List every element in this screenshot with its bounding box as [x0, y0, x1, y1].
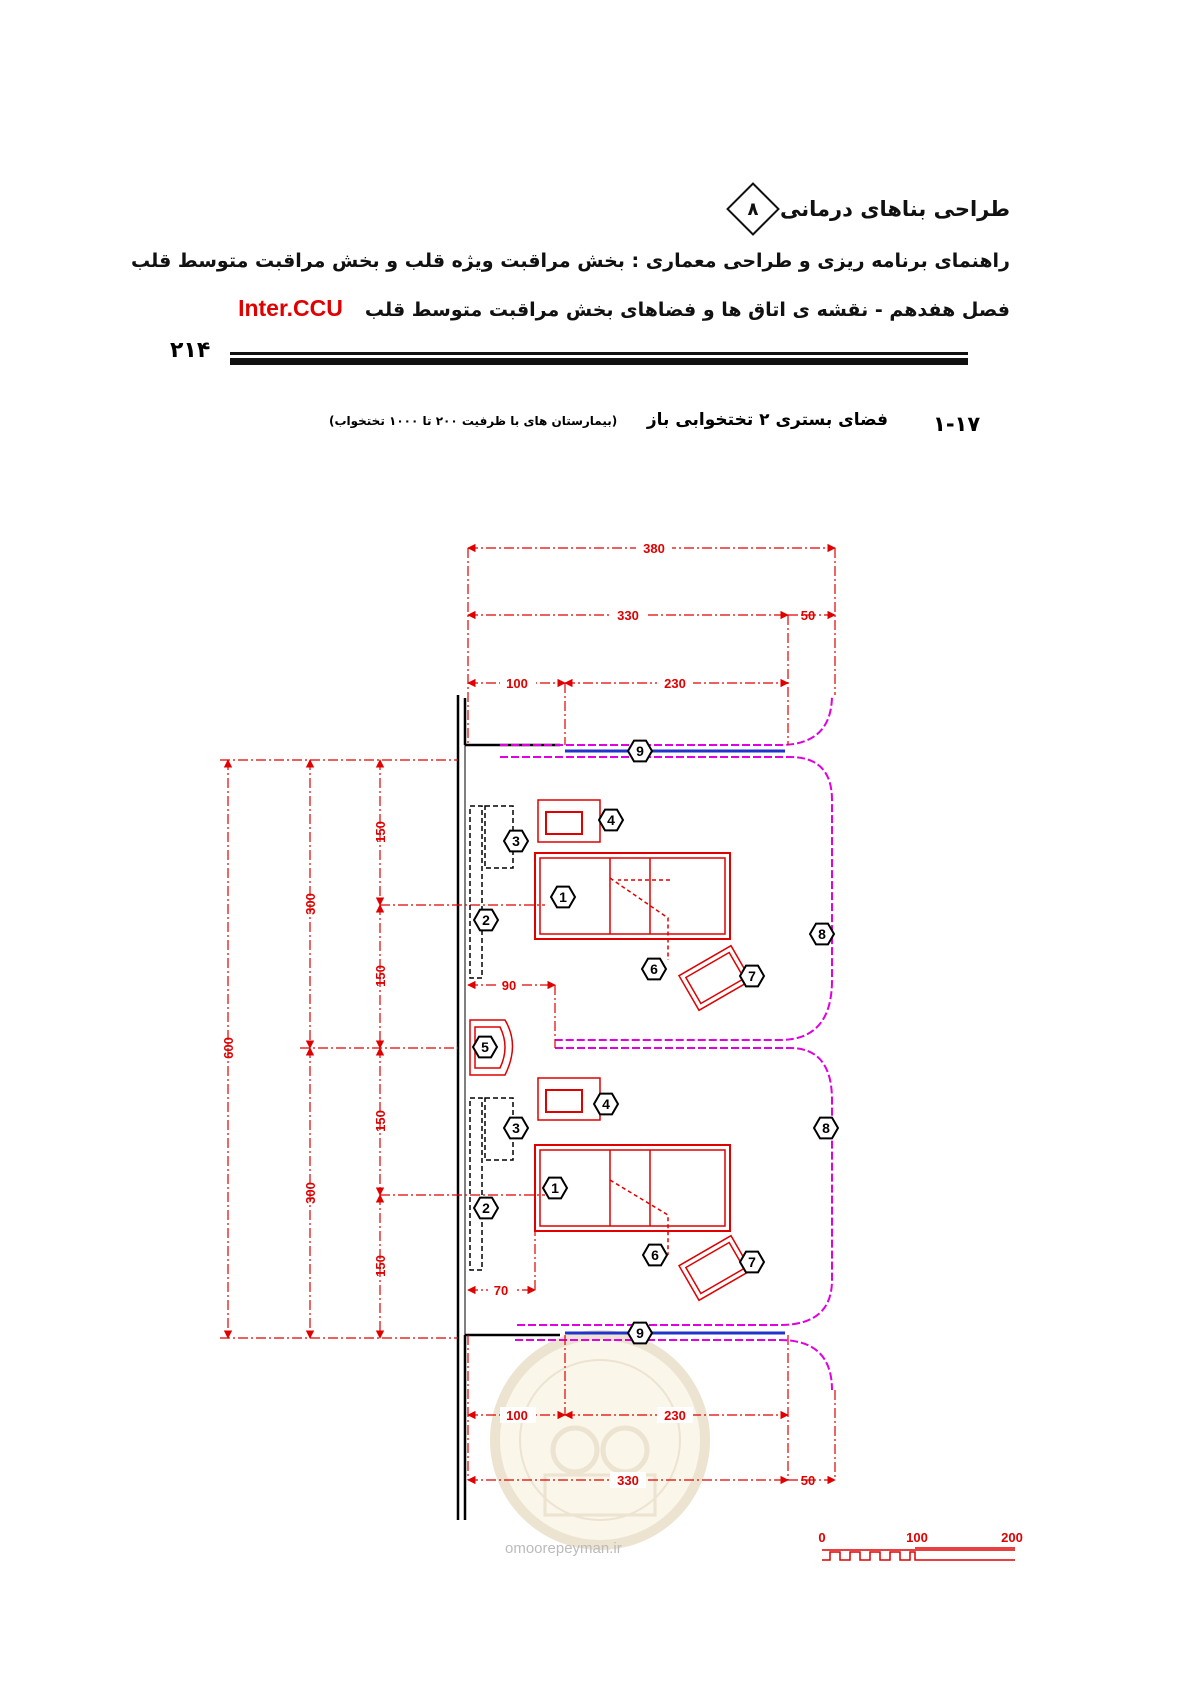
dim-150-a: 150 — [373, 821, 388, 843]
curtain-top — [500, 695, 832, 745]
tag-label-7: 7 — [748, 1254, 756, 1270]
dim-380: 380 — [643, 541, 665, 556]
tag-label-8: 8 — [818, 926, 826, 942]
chapter-code: Inter.CCU — [238, 295, 343, 321]
scale-200: 200 — [1001, 1530, 1023, 1545]
scale-100: 100 — [906, 1530, 928, 1545]
guide-title: راهنمای برنامه ریزی و طراحی معماری : بخش مراقبت ویژه قلب و بخش مراقبت متوسط قلب — [130, 250, 1010, 272]
tag-label-2: 2 — [482, 912, 490, 928]
tag-label-6: 6 — [651, 1247, 659, 1263]
dim-230: 230 — [664, 676, 686, 691]
series-title-text: طراحی بناهای درمانی — [780, 197, 1010, 221]
watermark-text: omoorepeyman.ir — [505, 1540, 622, 1557]
page-number: ۲۱۴ — [170, 338, 211, 363]
scale-0: 0 — [818, 1530, 826, 1545]
chair-2 — [679, 1236, 751, 1301]
figure-title: فضای بستری ۲ تختخوابی باز — [646, 410, 888, 430]
dim-70: 70 — [493, 1283, 509, 1298]
tag-label-6: 6 — [650, 961, 658, 977]
counter-2 — [470, 1098, 482, 1270]
tag-label-4: 4 — [602, 1096, 610, 1112]
dim-300-bottom: 300 — [303, 1182, 318, 1204]
tag-label-5: 5 — [481, 1039, 489, 1055]
dim-300-top: 300 — [303, 893, 318, 915]
chapter-title: فصل هفدهم - نقشه ی اتاق ها و فضاهای بخش مراقبت متوسط قلب — [364, 299, 1010, 321]
figure-number: ۱-۱۷ — [933, 412, 981, 436]
tag-label-2: 2 — [482, 1200, 490, 1216]
item-tags — [473, 741, 838, 1344]
scale-bar — [818, 1530, 1022, 1560]
tag-label-3: 3 — [512, 833, 520, 849]
dim-bottom-50: 50 — [800, 1473, 816, 1488]
tag-label-9: 9 — [636, 743, 644, 759]
tag-label-9: 9 — [636, 1325, 644, 1341]
tag-label-8: 8 — [822, 1120, 830, 1136]
dim-150-c: 150 — [373, 1110, 388, 1132]
dim-bottom-230: 230 — [664, 1408, 686, 1423]
tag-label-3: 3 — [512, 1120, 520, 1136]
tag-label-1: 1 — [551, 1180, 559, 1196]
dim-100: 100 — [506, 676, 528, 691]
dim-50: 50 — [800, 608, 816, 623]
dim-bottom-330: 330 — [617, 1473, 639, 1488]
dim-330: 330 — [617, 608, 639, 623]
dim-150-d: 150 — [373, 1255, 388, 1277]
dim-90: 90 — [501, 978, 517, 993]
watermark-seal — [495, 1335, 705, 1545]
monitor-2 — [538, 1078, 600, 1120]
series-number: ۸ — [747, 198, 759, 220]
dim-150-b: 150 — [373, 965, 388, 987]
dim-bottom-100: 100 — [506, 1408, 528, 1423]
figure-subtitle: (بیمارستان های با ظرفیت ۲۰۰ تا ۱۰۰۰ تختخواب) — [328, 414, 618, 428]
dim-600: 600 — [221, 1037, 236, 1059]
monitor-1 — [538, 800, 600, 842]
tag-label-7: 7 — [748, 968, 756, 984]
tag-label-1: 1 — [559, 889, 567, 905]
tag-label-4: 4 — [607, 812, 615, 828]
counter-1 — [470, 806, 482, 978]
